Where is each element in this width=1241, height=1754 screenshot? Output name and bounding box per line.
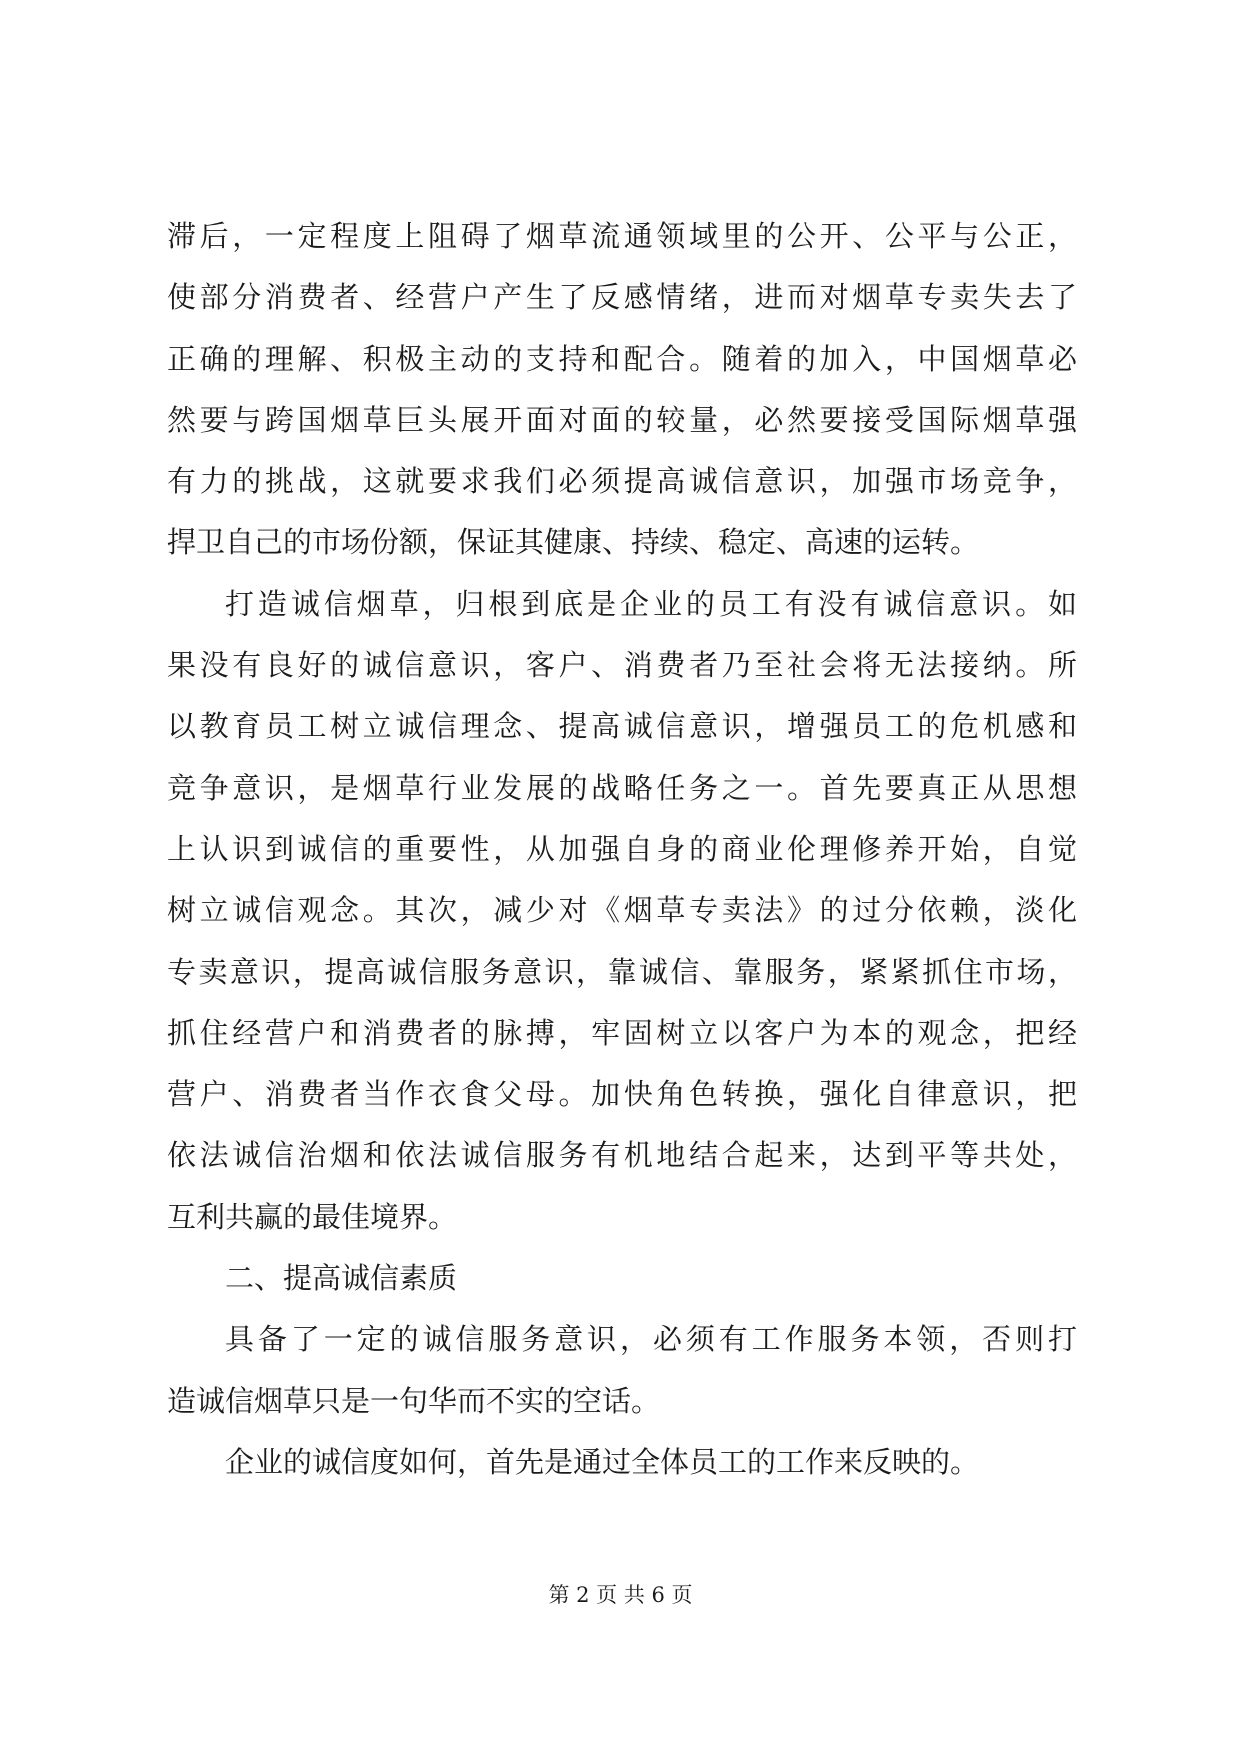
text-line: 上认识到诚信的重要性，从加强自身的商业伦理修养开始，自觉 [167, 831, 1077, 866]
text-line: 然要与跨国烟草巨头展开面对面的较量，必然要接受国际烟草强 [167, 402, 1077, 437]
text-line: 造诚信烟草只是一句华而不实的空话。 [167, 1383, 661, 1418]
section-heading: 二、提高诚信素质 [225, 1261, 458, 1296]
text-line: 树立诚信观念。其次，减少对《烟草专卖法》的过分依赖，淡化 [167, 893, 1077, 928]
paragraph-start-line: 具备了一定的诚信服务意识，必须有工作服务本领，否则打 [225, 1322, 1077, 1357]
text-line: 营户、消费者当作衣食父母。加快角色转换，强化自律意识，把 [167, 1077, 1077, 1112]
text-line: 使部分消费者、经营户产生了反感情绪，进而对烟草专卖失去了 [167, 280, 1077, 315]
text-line: 竞争意识，是烟草行业发展的战略任务之一。首先要真正从思想 [167, 770, 1077, 805]
text-line: 以教育员工树立诚信理念、提高诚信意识，增强员工的危机感和 [167, 709, 1077, 744]
text-line: 正确的理解、积极主动的支持和配合。随着的加入，中国烟草必 [167, 341, 1077, 376]
text-line: 互利共赢的最佳境界。 [167, 1199, 458, 1234]
paragraph-start-line: 企业的诚信度如何，首先是通过全体员工的工作来反映的。 [225, 1444, 980, 1479]
text-line: 捍卫自己的市场份额，保证其健康、持续、稳定、高速的运转。 [167, 525, 980, 560]
text-line: 依法诚信治烟和依法诚信服务有机地结合起来，达到平等共处， [167, 1138, 1077, 1173]
text-line: 抓住经营户和消费者的脉搏，牢固树立以客户为本的观念，把经 [167, 1015, 1077, 1050]
text-line: 果没有良好的诚信意识，客户、消费者乃至社会将无法接纳。所 [167, 648, 1077, 683]
page-number-footer: 第 2 页 共 6 页 [548, 1583, 693, 1607]
text-line: 有力的挑战，这就要求我们必须提高诚信意识，加强市场竞争， [167, 464, 1077, 499]
body-text [167, 206, 1077, 1493]
text-line: 滞后，一定程度上阻碍了烟草流通领域里的公开、公平与公正， [167, 219, 1077, 253]
text-line: 专卖意识，提高诚信服务意识，靠诚信、靠服务，紧紧抓住市场， [167, 954, 1077, 989]
paragraph-start-line: 打造诚信烟草，归根到底是企业的员工有没有诚信意识。如 [225, 586, 1077, 621]
